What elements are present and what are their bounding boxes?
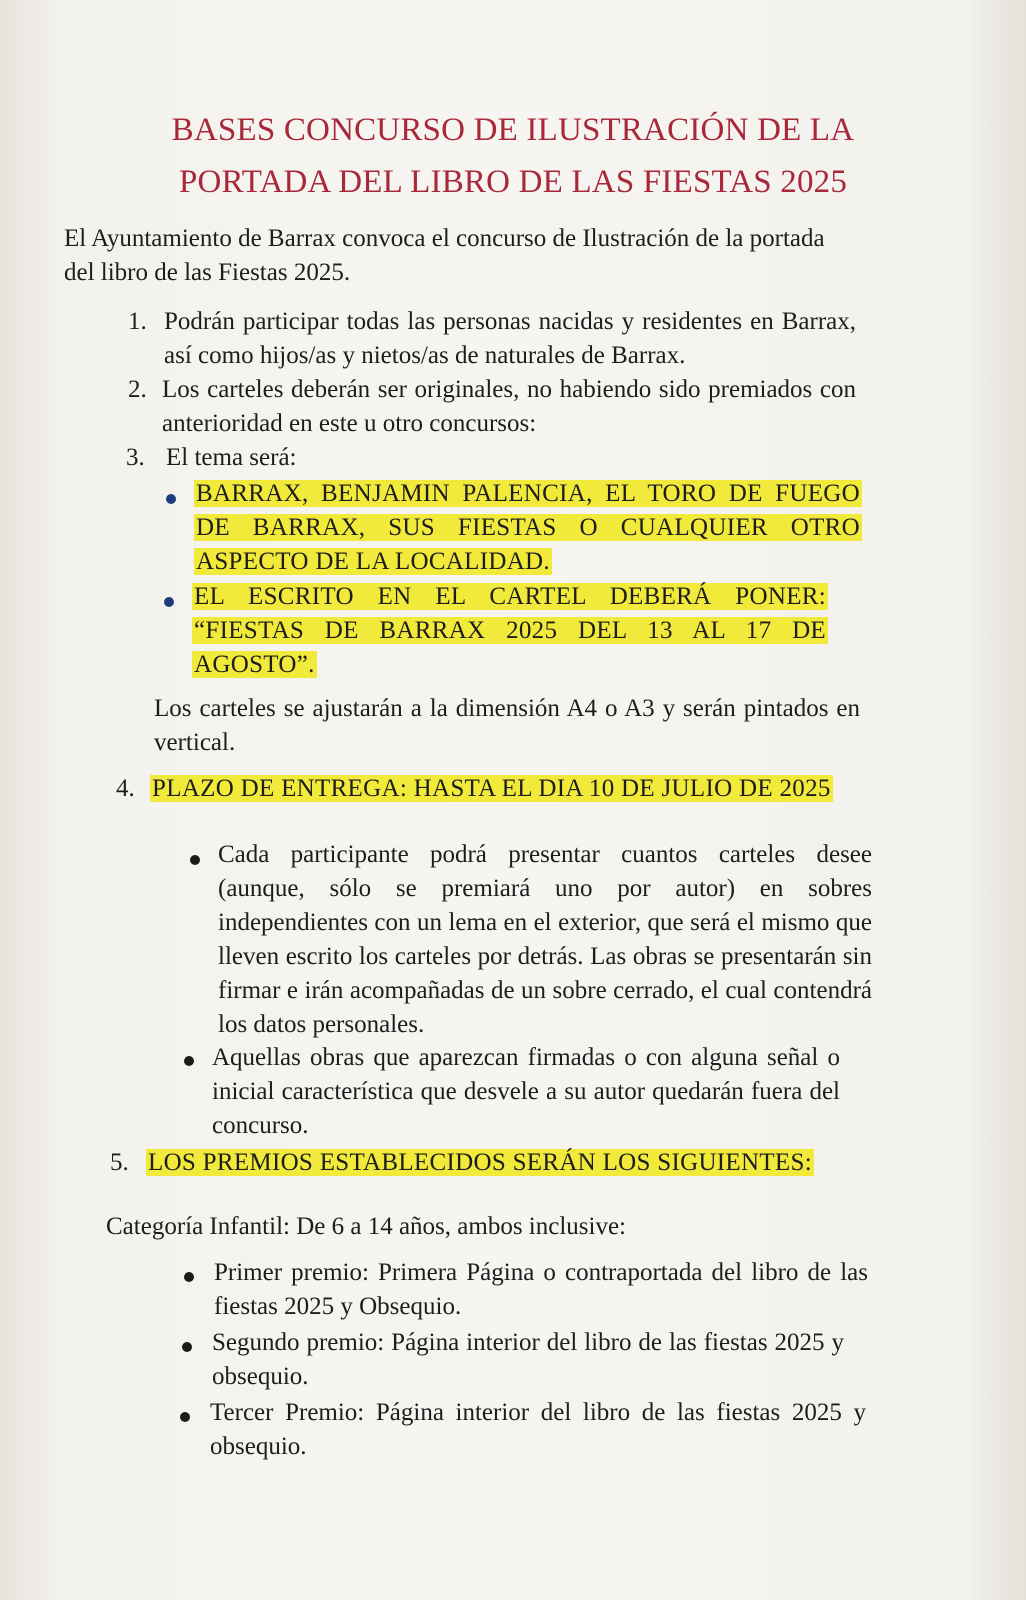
dimension-note: Los carteles se ajustarán a la dimensión A4 o A3 y serán pintados en vertical. bbox=[154, 695, 860, 756]
bullet-icon bbox=[184, 1272, 194, 1282]
prize-bullet-3: Tercer Premio: Página interior del libro de las fiestas 2025 y obsequio. bbox=[210, 1399, 866, 1460]
bullet-icon bbox=[184, 1056, 194, 1066]
prize-bullet-2: Segundo premio: Página interior del libro de las fiestas 2025 y obsequio. bbox=[212, 1329, 844, 1390]
item-number: 5. bbox=[110, 1149, 129, 1176]
delivery-bullet-2: Aquellas obras que aparezcan firmadas o con alguna señal o inicial característica que desvele a su autor quedarán fuera del concurso. bbox=[212, 1044, 840, 1139]
bullet-icon bbox=[182, 1342, 192, 1352]
prize-bullet-1: Primer premio: Primera Página o contraportada del libro de las fiestas 2025 y Obsequio. bbox=[214, 1259, 868, 1320]
intro-paragraph: El Ayuntamiento de Barrax convoca el concurso de Ilustración de la portada del libro de las Fiestas 2025. bbox=[64, 225, 825, 286]
item-number: 3. bbox=[126, 444, 145, 471]
item-number: 1. bbox=[128, 308, 147, 335]
bullet-icon bbox=[166, 494, 176, 504]
bullet-icon bbox=[190, 855, 200, 865]
title-line-2: PORTADA DEL LIBRO DE LAS FIESTAS 2025 bbox=[178, 164, 848, 200]
category-infantil: Categoría Infantil: De 6 a 14 años, ambos inclusive: bbox=[106, 1213, 627, 1240]
item-4-text: PLAZO DE ENTREGA: HASTA EL DIA 10 DE JULIO DE 2025 bbox=[152, 775, 831, 802]
document-title bbox=[60, 104, 966, 208]
bullet-icon bbox=[180, 1412, 190, 1422]
delivery-bullet-1: Cada participante podrá presentar cuantos carteles desee (aunque, sólo se premiará uno por autor) en sobres independientes con un lema en el exterior, que será el mismo que lleven escrito los carteles por detrás. Las obras se presentarán sin firmar e irán acompañadas de un sobre cerrado, el cual contendrá los datos personales. bbox=[218, 841, 872, 1038]
title-line-1: BASES CONCURSO DE ILUSTRACIÓN DE LA bbox=[171, 112, 855, 148]
item-2-text: Los carteles deberán ser originales, no habiendo sido premiados con anterioridad en este u otro concursos: bbox=[162, 376, 856, 437]
bullet-icon bbox=[164, 597, 174, 607]
item-number: 2. bbox=[128, 376, 147, 403]
theme-bullet-1: BARRAX, BENJAMIN PALENCIA, EL TORO DE FUEGO DE BARRAX, SUS FIESTAS O CUALQUIER OTRO ASPECTO DE LA LOCALIDAD. bbox=[196, 480, 860, 575]
theme-bullet-2: EL ESCRITO EN EL CARTEL DEBERÁ PONER: “FIESTAS DE BARRAX 2025 DEL 13 AL 17 DE AGOSTO”. bbox=[194, 583, 826, 678]
item-5-text: LOS PREMIOS ESTABLECIDOS SERÁN LOS SIGUIENTES: bbox=[148, 1149, 812, 1176]
item-number: 4. bbox=[116, 775, 135, 802]
item-3-text: El tema será: bbox=[166, 444, 297, 471]
item-1-text: Podrán participar todas las personas nacidas y residentes en Barrax, así como hijos/as y nietos/as de naturales de Barrax. bbox=[164, 308, 856, 369]
